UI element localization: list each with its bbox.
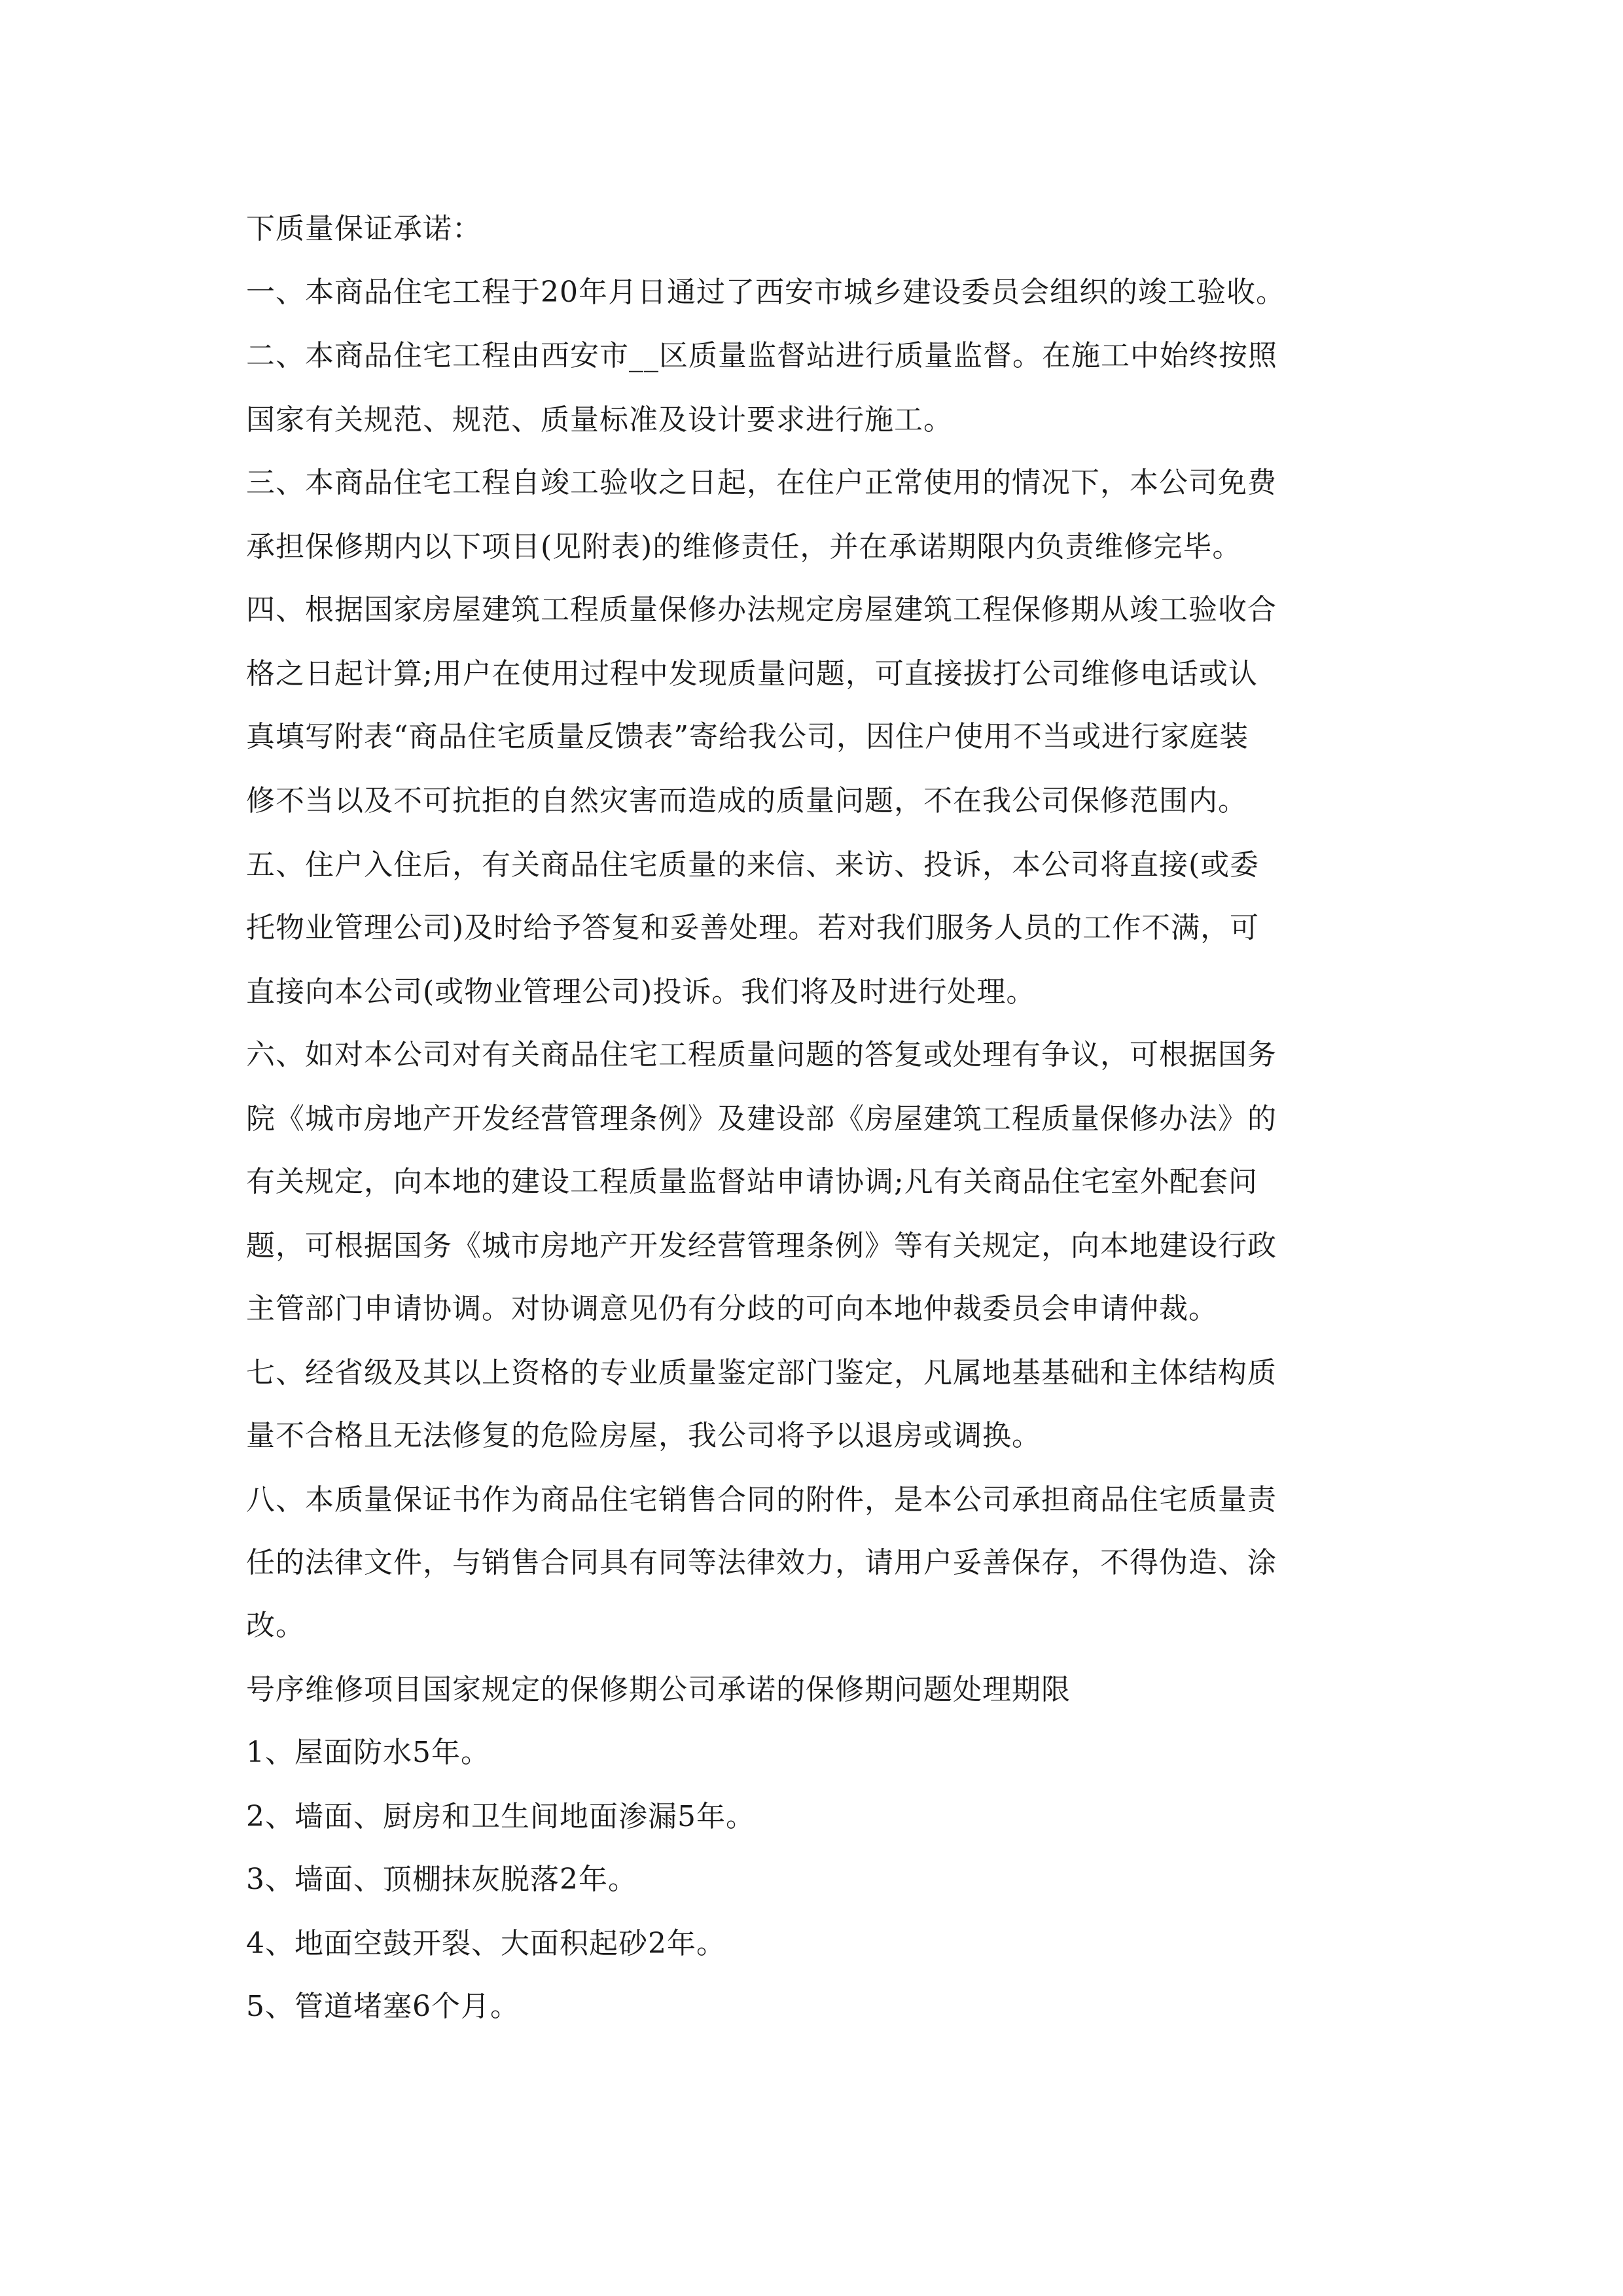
text-line: 修不当以及不可抗拒的自然灾害而造成的质量问题，不在我公司保修范围内。 — [246, 784, 1247, 817]
text-line: 国家有关规范、规范、质量标准及设计要求进行施工。 — [246, 403, 953, 437]
text-line: 3、墙面、顶棚抹灰脱落2年。 — [246, 1863, 637, 1896]
text-line: 有关规定，向本地的建设工程质量监督站申请协调;凡有关商品住宅室外配套问 — [246, 1165, 1258, 1198]
text-line: 题，可根据国务《城市房地产开发经营管理条例》等有关规定，向本地建设行政 — [246, 1229, 1277, 1263]
text-line: 托物业管理公司)及时给予答复和妥善处理。若对我们服务人员的工作不满，可 — [246, 911, 1260, 944]
text-line: 三、本商品住宅工程自竣工验收之日起，在住户正常使用的情况下，本公司免费 — [246, 466, 1277, 499]
text-line: 八、本质量保证书作为商品住宅销售合同的附件，是本公司承担商品住宅质量责 — [246, 1483, 1277, 1516]
text-line: 格之日起计算;用户在使用过程中发现质量问题，可直接拔打公司维修电话或认 — [246, 657, 1258, 691]
text-line: 七、经省级及其以上资格的专业质量鉴定部门鉴定，凡属地基基础和主体结构质 — [246, 1356, 1277, 1390]
text-line: 1、屋面防水5年。 — [246, 1736, 490, 1769]
text-line: 五、住户入住后，有关商品住宅质量的来信、来访、投诉，本公司将直接(或委 — [246, 848, 1260, 882]
text-line: 2、墙面、厨房和卫生间地面渗漏5年。 — [246, 1800, 755, 1833]
text-line: 二、本商品住宅工程由西安市__区质量监督站进行质量监督。在施工中始终按照 — [246, 339, 1277, 372]
text-line: 六、如对本公司对有关商品住宅工程质量问题的答复或处理有争议，可根据国务 — [246, 1038, 1277, 1071]
text-line: 直接向本公司(或物业管理公司)投诉。我们将及时进行处理。 — [246, 975, 1036, 1009]
text-line: 改。 — [246, 1609, 305, 1642]
text-line: 四、根据国家房屋建筑工程质量保修办法规定房屋建筑工程保修期从竣工验收合 — [246, 593, 1277, 626]
text-line: 下质量保证承诺： — [246, 212, 482, 245]
text-line: 5、管道堵塞6个月。 — [246, 1990, 520, 2023]
text-line: 真填写附表“商品住宅质量反馈表”寄给我公司，因住户使用不当或进行家庭装 — [246, 720, 1249, 753]
text-line: 院《城市房地产开发经营管理条例》及建设部《房屋建筑工程质量保修办法》的 — [246, 1102, 1277, 1136]
text-line: 主管部门申请协调。对协调意见仍有分歧的可向本地仲裁委员会申请仲裁。 — [246, 1292, 1218, 1325]
text-line: 承担保修期内以下项目(见附表)的维修责任，并在承诺期限内负责维修完毕。 — [246, 530, 1242, 564]
text-line: 4、地面空鼓开裂、大面积起砂2年。 — [246, 1927, 726, 1960]
text-line: 号序维修项目国家规定的保修期公司承诺的保修期问题处理期限 — [246, 1673, 1071, 1706]
text-line: 一、本商品住宅工程于20年月日通过了西安市城乡建设委员会组织的竣工验收。 — [246, 276, 1285, 309]
text-line: 量不合格且无法修复的危险房屋，我公司将予以退房或调换。 — [246, 1419, 1041, 1452]
text-line: 任的法律文件，与销售合同具有同等法律效力，请用户妥善保存，不得伪造、涂 — [246, 1546, 1277, 1579]
